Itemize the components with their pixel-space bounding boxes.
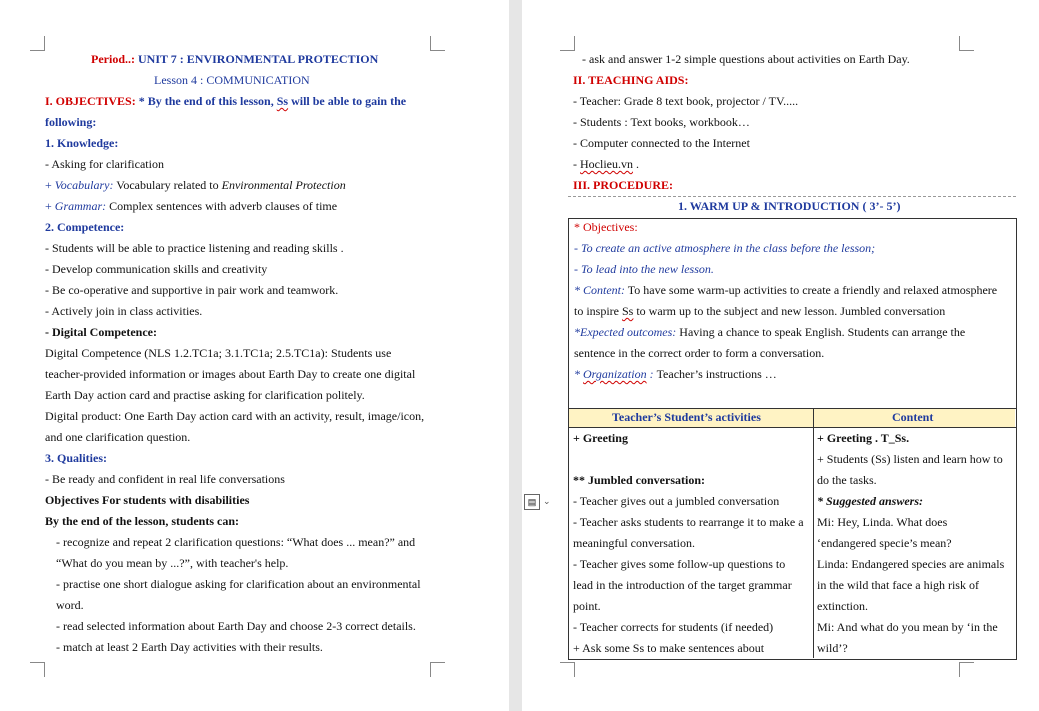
activity-line: - Teacher corrects for students (if needed)	[573, 620, 774, 634]
crop-mark	[959, 662, 974, 677]
box-objective-item: - To create an active atmosphere in the class before the lesson;	[574, 241, 876, 255]
outcomes-text: Having a chance to speak English. Students can arrange the	[676, 325, 966, 339]
objectives-following: following:	[45, 115, 97, 129]
comment-icon[interactable]: ▤	[524, 494, 540, 510]
warm-up-heading: 1. WARM UP & INTRODUCTION ( 3’- 5’)	[678, 199, 901, 213]
vocabulary-line	[45, 178, 346, 193]
competence-item: - Students will be able to practice listening and reading skills .	[45, 241, 344, 255]
right-page	[522, 0, 1039, 711]
disabilities-item: - ask and answer 1-2 simple questions about activities on Earth Day.	[582, 52, 910, 66]
digital-product-text: and one clarification question.	[45, 430, 191, 444]
activity-line: point.	[573, 599, 601, 613]
period: .	[633, 157, 639, 171]
unit-title	[91, 52, 378, 67]
competence-item: - Actively join in class activities.	[45, 304, 203, 318]
table-header-activities: Teacher’s Student’s activities	[612, 410, 761, 424]
crop-mark	[30, 662, 45, 677]
activity-line: - Teacher gives some follow-up questions to	[573, 557, 786, 571]
content-text: To have some warm-up activities to create a friendly and relaxed atmosphere	[625, 283, 998, 297]
period-label: Period..:	[91, 52, 138, 66]
qualities-heading: 3. Qualities:	[45, 451, 107, 465]
crop-mark	[560, 662, 575, 677]
outcomes-label: *Expected outcomes:	[574, 325, 677, 339]
crop-mark	[959, 36, 974, 51]
hoclieu-link: Hoclieu.vn	[580, 157, 633, 171]
activity-line: + Greeting	[573, 431, 628, 445]
table-rule	[568, 427, 1016, 428]
plus-mark: +	[45, 178, 55, 192]
crop-mark	[430, 36, 445, 51]
content-line: do the tasks.	[817, 473, 877, 487]
content-label: * Content:	[574, 283, 625, 297]
disabilities-heading: Objectives For students with disabilities	[45, 493, 250, 507]
box-objectives-label: * Objectives:	[574, 220, 638, 234]
content-line: * Suggested answers:	[817, 494, 924, 508]
section-divider	[568, 196, 1016, 197]
lesson-title: Lesson 4 : COMMUNICATION	[154, 73, 310, 87]
activity-line: + Ask some Ss to make sentences about	[573, 641, 765, 655]
box-content-line	[574, 283, 997, 298]
content-text: to warm up to the subject and new lesson. Jumbled conversation	[633, 304, 946, 318]
disabilities-item: word.	[56, 598, 84, 612]
teaching-aid-item: - Students : Text books, workbook…	[573, 115, 750, 129]
grammar-line	[45, 199, 337, 214]
organization-label: Organization	[583, 367, 647, 381]
vocabulary-text: Vocabulary related to	[113, 178, 222, 192]
content-line: Linda: Endangered species are animals	[817, 557, 1005, 571]
disabilities-item: - read selected information about Earth Day and choose 2-3 correct details.	[56, 619, 416, 633]
crop-mark	[30, 36, 45, 51]
objectives-intro-end: will be able to gain the	[288, 94, 407, 108]
disabilities-item: - recognize and repeat 2 clarification questions: “What does ... mean?” and	[56, 535, 416, 549]
objectives-intro: * By the end of this lesson,	[138, 94, 277, 108]
table-header-content: Content	[892, 410, 934, 424]
digital-competence-text: Earth Day action card and practise asking for clarification politely.	[45, 388, 365, 402]
organization-text: Teacher’s instructions …	[656, 367, 777, 381]
content-line: wild’?	[817, 641, 848, 655]
activity-line: - Teacher asks students to rearrange it to make a	[573, 515, 804, 529]
knowledge-heading: 1. Knowledge:	[45, 136, 119, 150]
competence-heading: 2. Competence:	[45, 220, 125, 234]
activity-line: - Teacher gives out a jumbled conversation	[573, 494, 780, 508]
activity-line: meaningful conversation.	[573, 536, 695, 550]
left-page	[0, 0, 509, 711]
digital-competence-text: Digital Competence (NLS 1.2.TC1a; 3.1.TC1a; 2.5.TC1a): Students use	[45, 346, 392, 360]
competence-item: - Be co-operative and supportive in pair work and teamwork.	[45, 283, 339, 297]
content-line: extinction.	[817, 599, 868, 613]
content-line: + Students (Ss) listen and learn how to	[817, 452, 1003, 466]
page-gutter	[509, 0, 522, 711]
procedure-heading: III. PROCEDURE:	[573, 178, 674, 192]
chevron-down-icon[interactable]: ⌄	[543, 496, 551, 506]
digital-competence-heading: - Digital Competence:	[45, 325, 157, 339]
crop-mark	[430, 662, 445, 677]
activity-line: ** Jumbled conversation:	[573, 473, 705, 487]
box-content-line	[574, 304, 945, 319]
content-line: + Greeting . T_Ss.	[817, 431, 910, 445]
disabilities-intro: By the end of the lesson, students can:	[45, 514, 240, 528]
content-line: in the wild that face a high risk of	[817, 578, 979, 592]
content-line: Mi: And what do you mean by ‘in the	[817, 620, 998, 634]
content-line: Mi: Hey, Linda. What does	[817, 515, 948, 529]
box-outcomes-line	[574, 325, 965, 340]
competence-item: - Develop communication skills and creativity	[45, 262, 268, 276]
grammar-label: Grammar:	[54, 199, 107, 213]
disabilities-item: - practise one short dialogue asking for clarification about an environmental	[56, 577, 421, 591]
vocabulary-label: Vocabulary:	[54, 178, 114, 192]
dash: -	[573, 157, 580, 171]
content-text: to inspire	[574, 304, 622, 318]
crop-mark	[560, 36, 575, 51]
organization-star: *	[574, 367, 583, 381]
ss-word: Ss	[276, 94, 289, 108]
outcomes-text: sentence in the correct order to form a conversation.	[574, 346, 825, 360]
ss-word: Ss	[622, 304, 634, 318]
grammar-text: Complex sentences with adverb clauses of time	[106, 199, 338, 213]
digital-product-text: Digital product: One Earth Day action card with an activity, result, image/icon,	[45, 409, 425, 423]
content-line: ‘endangered specie’s mean?	[817, 536, 952, 550]
teaching-aids-heading: II. TEACHING AIDS:	[573, 73, 689, 87]
digital-competence-text: teacher-provided information or images about Earth Day to create one digital	[45, 367, 416, 381]
objectives-label: I. OBJECTIVES:	[45, 94, 139, 108]
box-organization-line	[574, 367, 777, 382]
disabilities-item: “What do you mean by ...?”, with teacher's help.	[56, 556, 289, 570]
organization-colon: :	[646, 367, 657, 381]
table-column-divider	[813, 408, 814, 658]
unit-name: UNIT 7 : ENVIRONMENTAL PROTECTION	[138, 52, 379, 66]
qualities-item: - Be ready and confident in real life conversations	[45, 472, 285, 486]
vocabulary-topic: Environmental Protection	[221, 178, 346, 192]
objectives-heading	[45, 94, 406, 109]
teaching-aid-item	[573, 157, 639, 172]
disabilities-item: - match at least 2 Earth Day activities with their results.	[56, 640, 323, 654]
teaching-aid-item: - Teacher: Grade 8 text book, projector / TV.....	[573, 94, 799, 108]
activity-line: lead in the introduction of the target grammar	[573, 578, 792, 592]
plus-mark: +	[45, 199, 55, 213]
teaching-aid-item: - Computer connected to the Internet	[573, 136, 750, 150]
box-objective-item: - To lead into the new lesson.	[574, 262, 714, 276]
knowledge-item: - Asking for clarification	[45, 157, 164, 171]
